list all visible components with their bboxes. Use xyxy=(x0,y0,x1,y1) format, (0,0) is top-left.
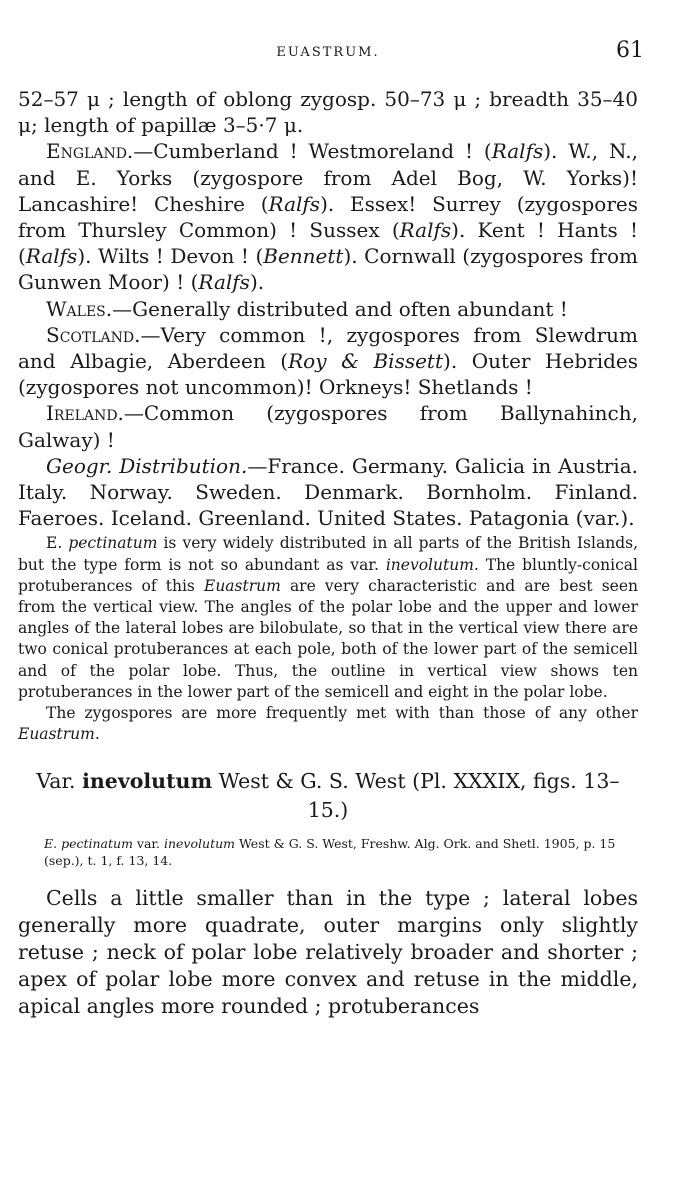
note-text: The bluntly-conical protuberances of this xyxy=(18,555,638,595)
scotland-paragraph xyxy=(18,322,638,401)
citation-text: var. xyxy=(132,836,164,852)
note-text: The zygospores are more frequently met with than those of any other xyxy=(46,704,638,723)
page xyxy=(18,0,644,1020)
variety-description xyxy=(18,885,638,1020)
author-ralfs: Ralfs xyxy=(198,270,250,295)
page-header xyxy=(18,0,644,63)
variety-prefix: Var. xyxy=(36,769,83,794)
region-label-ireland: Ireland. xyxy=(46,401,124,426)
scotland-text: —Very common !, zygospores from Slewdrum and Albagie, Aberdeen ( xyxy=(18,322,638,374)
page-number: 61 xyxy=(616,38,644,63)
distribution-text: —France. Germany. Galicia in Austria. Italy. Norway. Sweden. Denmark. Bornholm. Finland. Faeroes. Iceland. Greenland. United States. Patagonia (var.). xyxy=(18,453,638,531)
ireland-text: —Common (zygospores from Ballynahinch, Galway) ! xyxy=(18,401,638,452)
author-ralfs: Ralfs xyxy=(25,244,78,269)
note-paragraph xyxy=(18,533,638,703)
distribution-label: Geogr. Distribution. xyxy=(46,453,248,478)
region-label-scotland: Scotland. xyxy=(46,322,141,347)
author-ralfs: Ralfs xyxy=(491,139,544,164)
distribution-paragraph xyxy=(18,453,638,532)
measurements-paragraph xyxy=(18,86,638,138)
wales-text: —Generally distributed and often abundant ! xyxy=(112,296,568,321)
england-text: ). Essex! Surrey (zygospores from Thursley Common) ! Sussex ( xyxy=(18,191,638,243)
note-text: E. xyxy=(46,534,69,553)
citation-taxon: E. pectinatum xyxy=(44,836,133,852)
england-text: ). Wilts ! Devon ! ( xyxy=(77,244,264,269)
author-ralfs: Ralfs xyxy=(399,218,452,243)
citation-taxon: inevolutum xyxy=(163,836,235,852)
author-ralfs: Ralfs xyxy=(268,191,321,216)
england-text: ). xyxy=(249,270,265,295)
variety-name: inevolutum xyxy=(82,769,213,794)
variety-authors: West & G. S. West (Pl. XXXIX, figs. 13–15.) xyxy=(212,769,620,823)
author-bennett: Bennett xyxy=(263,244,344,269)
england-text: ). W., N., and E. Yorks (zygospore from Adel Bog, W. Yorks)! Lancashire! Cheshire ( xyxy=(18,139,638,216)
note-text: . xyxy=(94,725,100,744)
scotland-text: ). Outer Hebrides (zygospores not uncommon)! Orkneys! Shetlands ! xyxy=(18,349,638,400)
region-label-wales: Wales. xyxy=(46,296,113,321)
england-text: ). Kent ! Hants ! ( xyxy=(18,218,638,269)
citation-text: West & G. S. West, Freshw. Alg. Ork. and Shetl. 1905, p. 15 (sep.), t. 1, f. 13, 14. xyxy=(44,836,616,869)
england-text: ). Cornwall (zygospores from Gunwen Moor) ! ( xyxy=(18,244,638,295)
variety-heading xyxy=(18,767,638,825)
description-text: Cells a little smaller than in the type ; lateral lobes generally more quadrate, outer margins only slightly retuse ; neck of polar lobe relatively broader and shorter ; apex of polar lobe more convex and retuse in the middle, apical angles more rounded ; protuberances xyxy=(18,886,638,1019)
ireland-paragraph xyxy=(18,400,638,452)
region-label-england: England. xyxy=(46,139,134,164)
taxon-name: inevolutum. xyxy=(385,555,479,574)
note-text: are very characteristic and are best seen from the vertical view. The angles of the polar lobe and the upper and lower angles of the lateral lobes are bilobulate, so that in the vertical view there are two conical protuberances at each pole, both of the lower part of the semicell and of the polar lobe. Thus, the outline in vertical view shows ten protuberances in the lower part of the semicell and eight in the polar lobe. xyxy=(18,576,638,701)
taxon-name: pectinatum xyxy=(68,534,158,553)
running-head: EUASTRUM. xyxy=(276,45,380,60)
zygospore-note xyxy=(18,703,638,745)
citation xyxy=(18,835,638,869)
wales-paragraph xyxy=(18,296,638,322)
england-text: —Cumberland ! Westmoreland ! ( xyxy=(133,139,492,164)
note-text: is very widely distributed in all parts of the British Islands, but the type form is not so abundant as var. xyxy=(18,534,638,574)
measurements-text: 52–57 μ ; length of oblong zygosp. 50–73 μ ; breadth 35–40 μ; length of papillæ 3–5·7 μ. xyxy=(18,87,638,138)
taxon-name: Euastrum xyxy=(18,725,95,744)
england-paragraph xyxy=(18,138,638,295)
taxon-name: Euastrum xyxy=(204,576,281,595)
author-roy-bissett: Roy & Bissett xyxy=(288,349,444,374)
